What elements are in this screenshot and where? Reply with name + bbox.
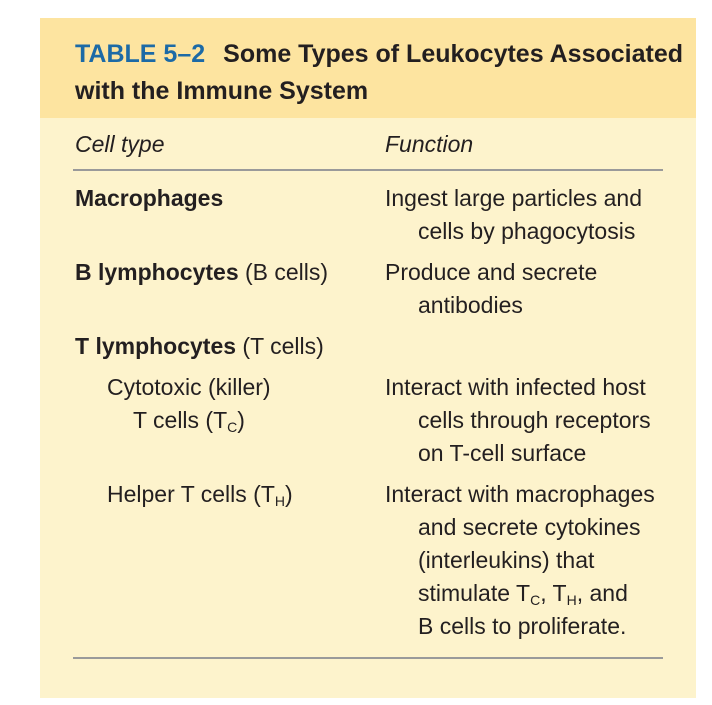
cell-type-text: ) [237, 407, 245, 433]
function-line: B cells to proliferate. [418, 613, 627, 639]
function-text: stimulate T [418, 580, 531, 606]
function-line: cells by phagocytosis [418, 218, 636, 244]
row-b-lymphocytes-function [385, 256, 597, 322]
function-line: cells through receptors [418, 407, 651, 433]
column-header-cell-type: Cell type [75, 131, 165, 157]
row-cytotoxic-type [107, 371, 271, 437]
function-line: on T-cell surface [418, 440, 587, 466]
subscript: H [566, 592, 577, 608]
header-divider [73, 169, 663, 171]
table-title-line1 [75, 40, 683, 69]
cell-type-line [107, 404, 271, 437]
cell-type-abbrev: (B cells) [238, 259, 329, 285]
table-title: Some Types of Leukocytes Associated [223, 40, 684, 68]
function-line: antibodies [418, 292, 523, 318]
leukocyte-table [40, 18, 696, 698]
row-helper-t-function [385, 478, 655, 643]
row-helper-t-type [107, 478, 293, 511]
bottom-divider [73, 657, 663, 659]
row-cytotoxic-function [385, 371, 651, 470]
function-text: , and [576, 580, 628, 606]
function-line: (interleukins) that [418, 547, 595, 573]
cell-type-name: Macrophages [75, 185, 224, 211]
row-macrophages-type [75, 182, 223, 215]
cell-type-text: Helper T cells (T [107, 481, 275, 507]
cell-type-line: Cytotoxic (killer) [107, 374, 271, 400]
subscript: C [227, 419, 238, 435]
table-header [40, 18, 696, 118]
cell-type-name: T lymphocytes [75, 333, 237, 359]
table-label: TABLE 5–2 [75, 40, 206, 68]
subscript: C [530, 592, 541, 608]
function-line [385, 577, 655, 610]
subscript: H [274, 493, 285, 509]
function-text: , T [540, 580, 567, 606]
cell-type-text: ) [285, 481, 293, 507]
function-line: Interact with infected host [385, 374, 646, 400]
column-header-function: Function [385, 131, 474, 157]
table-title-line2: with the Immune System [75, 77, 369, 105]
row-macrophages-function [385, 182, 642, 248]
cell-type-abbrev: (T cells) [236, 333, 324, 359]
cell-type-text: T cells (T [133, 407, 228, 433]
function-line: and secrete cytokines [418, 514, 641, 540]
row-b-lymphocytes-type [75, 256, 328, 289]
row-t-lymphocytes-type [75, 330, 324, 363]
function-line: Produce and secrete [385, 259, 598, 285]
function-line: Interact with macrophages [385, 481, 655, 507]
function-line: Ingest large particles and [385, 185, 642, 211]
cell-type-name: B lymphocytes [75, 259, 239, 285]
